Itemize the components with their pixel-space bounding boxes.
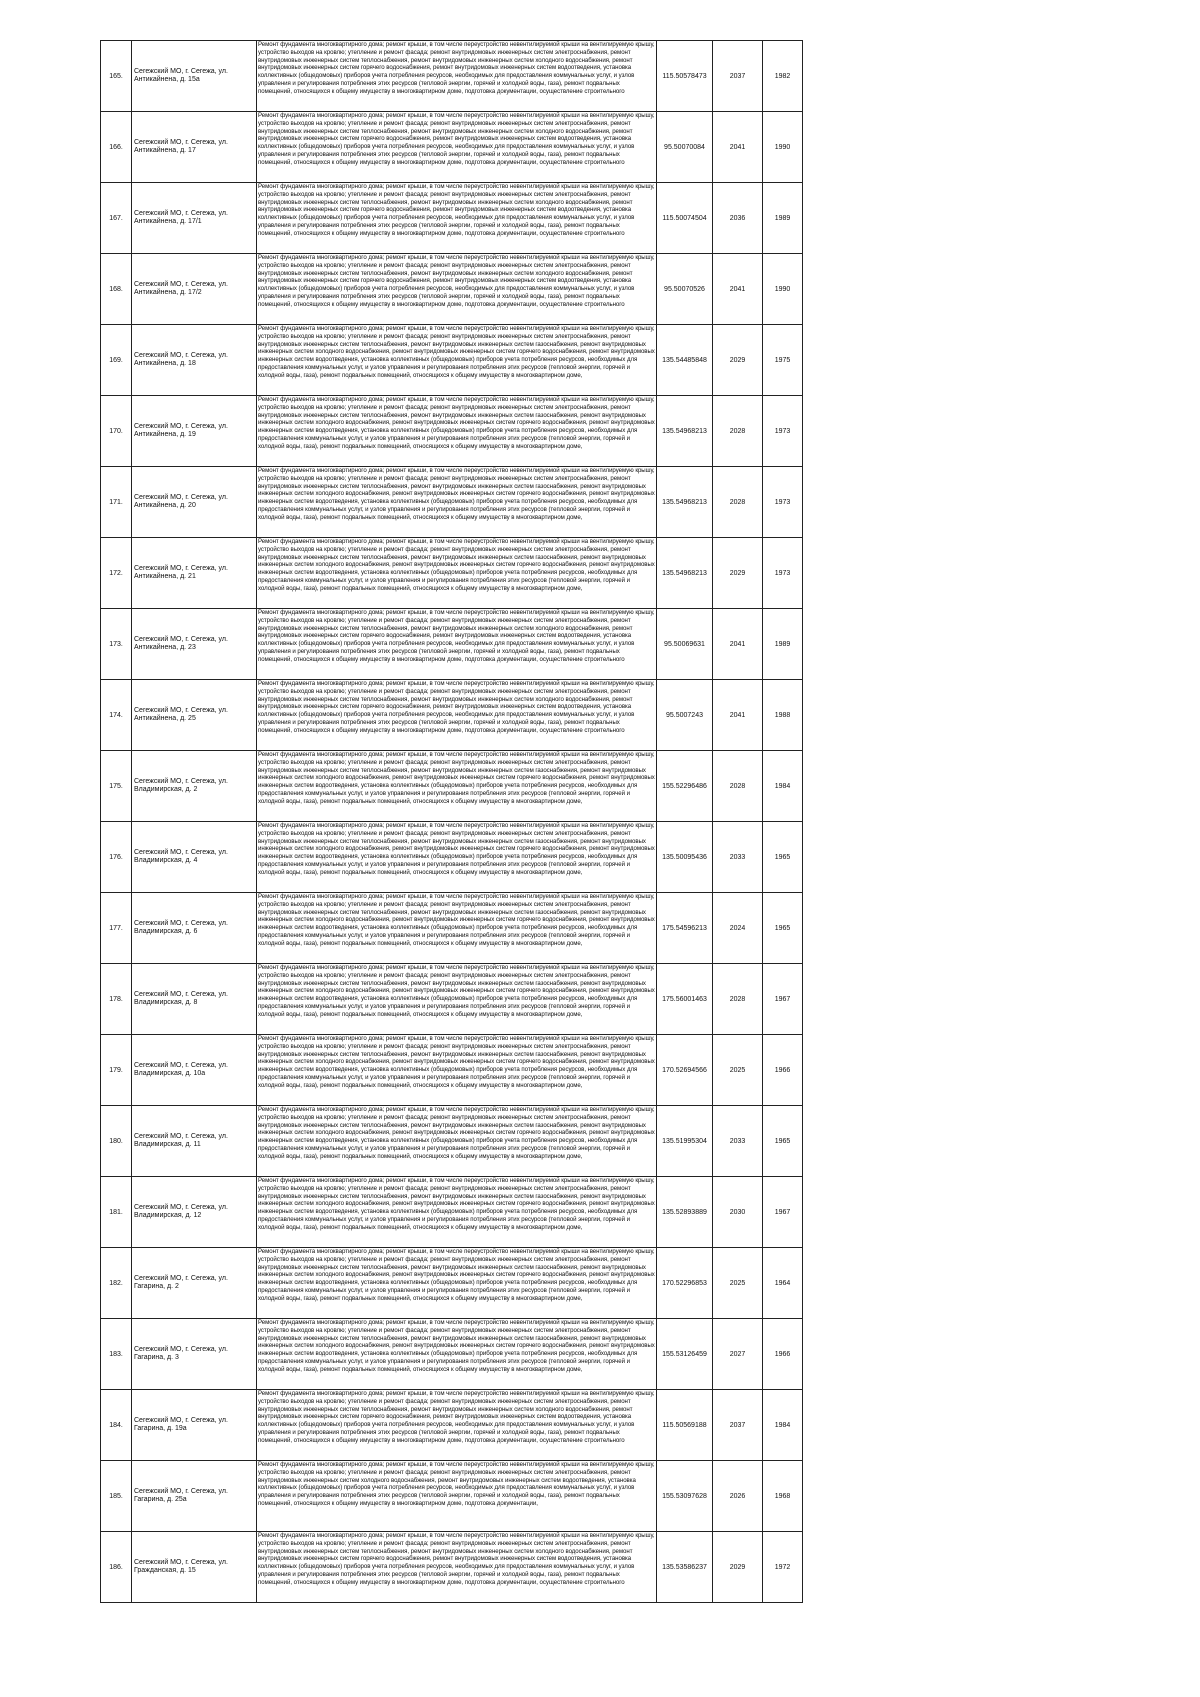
repair-year-cell: 2028 xyxy=(713,751,763,822)
cost-cell: 155.53126459 xyxy=(657,1319,713,1390)
build-year-cell: 1964 xyxy=(763,1248,803,1319)
cost-cell: 135.51995304 xyxy=(657,1106,713,1177)
work-list-cell xyxy=(257,893,657,964)
row-number-cell: 178. xyxy=(101,964,132,1035)
cost-cell: 95.50070084 xyxy=(657,112,713,183)
address-cell: Сегежский МО, г. Сегежа, ул. Антикайнена, д. 21 xyxy=(132,538,257,609)
work-list-cell xyxy=(257,609,657,680)
address-cell: Сегежский МО, г. Сегежа, ул. Владимирская, д. 6 xyxy=(132,893,257,964)
document-page xyxy=(100,40,802,1603)
build-year-cell: 1984 xyxy=(763,1390,803,1461)
build-year-cell: 1972 xyxy=(763,1532,803,1603)
row-number-cell: 166. xyxy=(101,112,132,183)
work-list-text: Ремонт фундамента многоквартирного дома; ремонт крыши, в том числе переустройство невентилируемой крыши на вентилируемую крышу, устройство выходов на кровлю; утепление и ремонт фасада; ремонт внутридомовых инженерных систем электроснабжения, ремонт внутридомовых инженерных систем теплоснабжения, ремонт внутридомовых инженерных систем газоснабжения, ремонт внутридомовых инженерных систем холодного водоснабжения, ремонт внутридомовых инженерных систем горячего водоснабжения, ремонт внутридомовых инженерных систем водоотведения, установка коллективных (общедомовых) приборов учета потребления ресурсов, необходимых для предоставления коммунальных услуг, и узлов управления и регулирования потребления этих ресурсов (тепловой энергии, горячей и холодной воды, газа), ремонт подвальных помещений, относящихся к общему имуществу в многоквартирном доме, xyxy=(258,1177,655,1231)
work-list-cell xyxy=(257,1248,657,1319)
cost-cell: 115.50578473 xyxy=(657,41,713,112)
row-number-cell: 185. xyxy=(101,1461,132,1532)
work-list-cell xyxy=(257,1319,657,1390)
table-row xyxy=(101,538,803,609)
work-list-text: Ремонт фундамента многоквартирного дома; ремонт крыши, в том числе переустройство невентилируемой крыши на вентилируемую крышу, устройство выходов на кровлю; утепление и ремонт фасада; ремонт внутридомовых инженерных систем электроснабжения, ремонт внутридомовых инженерных систем теплоснабжения, ремонт внутридомовых инженерных систем холодного водоснабжения, ремонт внутридомовых инженерных систем горячего водоснабжения, ремонт внутридомовых инженерных систем водоотведения, установка коллективных (общедомовых) приборов учета потребления ресурсов, необходимых для предоставления коммунальных услуг, и узлов управления и регулирования потребления этих ресурсов (тепловой энергии, горячей и холодной воды, газа), ремонт подвальных помещений, относящихся к общему имуществу в многоквартирном доме, подготовка документации, осуществление строительного xyxy=(258,183,655,237)
table-row xyxy=(101,1248,803,1319)
repair-year-cell: 2029 xyxy=(713,325,763,396)
work-list-text: Ремонт фундамента многоквартирного дома; ремонт крыши, в том числе переустройство невентилируемой крыши на вентилируемую крышу, устройство выходов на кровлю; утепление и ремонт фасада; ремонт внутридомовых инженерных систем электроснабжения, ремонт внутридомовых инженерных систем теплоснабжения, ремонт внутридомовых инженерных систем холодного водоснабжения, ремонт внутридомовых инженерных систем горячего водоснабжения, ремонт внутридомовых инженерных систем водоотведения, установка коллективных (общедомовых) приборов учета потребления ресурсов, необходимых для предоставления коммунальных услуг, и узлов управления и регулирования потребления этих ресурсов (тепловой энергии, горячей и холодной воды, газа), ремонт подвальных помещений, относящихся к общему имуществу в многоквартирном доме, подготовка документации, осуществление строительного xyxy=(258,1390,655,1444)
address-cell: Сегежский МО, г. Сегежа, ул. Владимирская, д. 2 xyxy=(132,751,257,822)
cost-cell: 135.50095436 xyxy=(657,822,713,893)
table-row xyxy=(101,1390,803,1461)
work-list-cell xyxy=(257,396,657,467)
work-list-cell xyxy=(257,1106,657,1177)
address-cell: Сегежский МО, г. Сегежа, ул. Владимирская, д. 12 xyxy=(132,1177,257,1248)
cost-cell: 115.50569188 xyxy=(657,1390,713,1461)
cost-cell: 170.52296853 xyxy=(657,1248,713,1319)
row-number-cell: 186. xyxy=(101,1532,132,1603)
address-cell: Сегежский МО, г. Сегежа, ул. Гагарина, д. 3 xyxy=(132,1319,257,1390)
row-number-cell: 171. xyxy=(101,467,132,538)
build-year-cell: 1968 xyxy=(763,1461,803,1532)
repair-year-cell: 2029 xyxy=(713,1532,763,1603)
build-year-cell: 1989 xyxy=(763,609,803,680)
cost-cell: 95.50070526 xyxy=(657,254,713,325)
repair-year-cell: 2033 xyxy=(713,1106,763,1177)
repair-year-cell: 2026 xyxy=(713,1461,763,1532)
repair-year-cell: 2036 xyxy=(713,183,763,254)
repair-year-cell: 2037 xyxy=(713,41,763,112)
work-list-cell xyxy=(257,1390,657,1461)
build-year-cell: 1973 xyxy=(763,467,803,538)
build-year-cell: 1967 xyxy=(763,1177,803,1248)
build-year-cell: 1966 xyxy=(763,1319,803,1390)
work-list-text: Ремонт фундамента многоквартирного дома; ремонт крыши, в том числе переустройство невентилируемой крыши на вентилируемую крышу, устройство выходов на кровлю; утепление и ремонт фасада; ремонт внутридомовых инженерных систем электроснабжения, ремонт внутридомовых инженерных систем теплоснабжения, ремонт внутридомовых инженерных систем холодного водоснабжения, ремонт внутридомовых инженерных систем горячего водоснабжения, ремонт внутридомовых инженерных систем водоотведения, установка коллективных (общедомовых) приборов учета потребления ресурсов, необходимых для предоставления коммунальных услуг, и узлов управления и регулирования потребления этих ресурсов (тепловой энергии, горячей и холодной воды, газа), ремонт подвальных помещений, относящихся к общему имуществу в многоквартирном доме, подготовка документации, осуществление строительного xyxy=(258,41,655,95)
work-list-text: Ремонт фундамента многоквартирного дома; ремонт крыши, в том числе переустройство невентилируемой крыши на вентилируемую крышу, устройство выходов на кровлю; утепление и ремонт фасада; ремонт внутридомовых инженерных систем электроснабжения, ремонт внутридомовых инженерных систем теплоснабжения, ремонт внутридомовых инженерных систем газоснабжения, ремонт внутридомовых инженерных систем холодного водоснабжения, ремонт внутридомовых инженерных систем горячего водоснабжения, ремонт внутридомовых инженерных систем водоотведения, установка коллективных (общедомовых) приборов учета потребления ресурсов, необходимых для предоставления коммунальных услуг, и узлов управления и регулирования потребления этих ресурсов (тепловой энергии, горячей и холодной воды, газа), ремонт подвальных помещений, относящихся к общему имуществу в многоквартирном доме, xyxy=(258,325,655,379)
table-row xyxy=(101,1177,803,1248)
repair-program-table xyxy=(100,40,803,1603)
work-list-text: Ремонт фундамента многоквартирного дома; ремонт крыши, в том числе переустройство невентилируемой крыши на вентилируемую крышу, устройство выходов на кровлю; утепление и ремонт фасада; ремонт внутридомовых инженерных систем электроснабжения, ремонт внутридомовых инженерных систем теплоснабжения, ремонт внутридомовых инженерных систем холодного водоснабжения, ремонт внутридомовых инженерных систем горячего водоснабжения, ремонт внутридомовых инженерных систем водоотведения, установка коллективных (общедомовых) приборов учета потребления ресурсов, необходимых для предоставления коммунальных услуг, и узлов управления и регулирования потребления этих ресурсов (тепловой энергии, горячей и холодной воды, газа), ремонт подвальных помещений, относящихся к общему имуществу в многоквартирном доме, подготовка документации, осуществление строительного xyxy=(258,1532,655,1586)
build-year-cell: 1973 xyxy=(763,396,803,467)
cost-cell: 135.52893889 xyxy=(657,1177,713,1248)
address-cell: Сегежский МО, г. Сегежа, ул. Антикайнена, д. 25 xyxy=(132,680,257,751)
build-year-cell: 1984 xyxy=(763,751,803,822)
row-number-cell: 165. xyxy=(101,41,132,112)
cost-cell: 155.53097628 xyxy=(657,1461,713,1532)
work-list-text: Ремонт фундамента многоквартирного дома; ремонт крыши, в том числе переустройство невентилируемой крыши на вентилируемую крышу, устройство выходов на кровлю; утепление и ремонт фасада; ремонт внутридомовых инженерных систем электроснабжения, ремонт внутридомовых инженерных систем теплоснабжения, ремонт внутридомовых инженерных систем газоснабжения, ремонт внутридомовых инженерных систем холодного водоснабжения, ремонт внутридомовых инженерных систем горячего водоснабжения, ремонт внутридомовых инженерных систем водоотведения, установка коллективных (общедомовых) приборов учета потребления ресурсов, необходимых для предоставления коммунальных услуг, и узлов управления и регулирования потребления этих ресурсов (тепловой энергии, горячей и холодной воды, газа), ремонт подвальных помещений, относящихся к общему имуществу в многоквартирном доме, xyxy=(258,1106,655,1160)
cost-cell: 135.53586237 xyxy=(657,1532,713,1603)
row-number-cell: 180. xyxy=(101,1106,132,1177)
row-number-cell: 168. xyxy=(101,254,132,325)
work-list-text: Ремонт фундамента многоквартирного дома; ремонт крыши, в том числе переустройство невентилируемой крыши на вентилируемую крышу, устройство выходов на кровлю; утепление и ремонт фасада; ремонт внутридомовых инженерных систем электроснабжения, ремонт внутридомовых инженерных систем теплоснабжения, ремонт внутридомовых инженерных систем холодного водоснабжения, ремонт внутридомовых инженерных систем горячего водоснабжения, ремонт внутридомовых инженерных систем водоотведения, установка коллективных (общедомовых) приборов учета потребления ресурсов, необходимых для предоставления коммунальных услуг, и узлов управления и регулирования потребления этих ресурсов (тепловой энергии, горячей и холодной воды, газа), ремонт подвальных помещений, относящихся к общему имуществу в многоквартирном доме, подготовка документации, осуществление строительного xyxy=(258,112,655,166)
row-number-cell: 176. xyxy=(101,822,132,893)
address-cell: Сегежский МО, г. Сегежа, ул. Владимирская, д. 8 xyxy=(132,964,257,1035)
table-row xyxy=(101,964,803,1035)
repair-year-cell: 2029 xyxy=(713,538,763,609)
repair-year-cell: 2041 xyxy=(713,609,763,680)
row-number-cell: 170. xyxy=(101,396,132,467)
row-number-cell: 167. xyxy=(101,183,132,254)
address-cell: Сегежский МО, г. Сегежа, ул. Антикайнена, д. 15а xyxy=(132,41,257,112)
table-row xyxy=(101,680,803,751)
address-cell: Сегежский МО, г. Сегежа, ул. Владимирская, д. 10а xyxy=(132,1035,257,1106)
row-number-cell: 173. xyxy=(101,609,132,680)
build-year-cell: 1966 xyxy=(763,1035,803,1106)
table-row xyxy=(101,1035,803,1106)
cost-cell: 135.54968213 xyxy=(657,396,713,467)
repair-year-cell: 2030 xyxy=(713,1177,763,1248)
table-row xyxy=(101,1319,803,1390)
table-row xyxy=(101,254,803,325)
work-list-text: Ремонт фундамента многоквартирного дома; ремонт крыши, в том числе переустройство невентилируемой крыши на вентилируемую крышу, устройство выходов на кровлю; утепление и ремонт фасада; ремонт внутридомовых инженерных систем электроснабжения, ремонт внутридомовых инженерных систем теплоснабжения, ремонт внутридомовых инженерных систем холодного водоснабжения, ремонт внутридомовых инженерных систем горячего водоснабжения, ремонт внутридомовых инженерных систем водоотведения, установка коллективных (общедомовых) приборов учета потребления ресурсов, необходимых для предоставления коммунальных услуг, и узлов управления и регулирования потребления этих ресурсов (тепловой энергии, горячей и холодной воды, газа), ремонт подвальных помещений, относящихся к общему имуществу в многоквартирном доме, подготовка документации, осуществление строительного xyxy=(258,680,655,734)
repair-year-cell: 2025 xyxy=(713,1248,763,1319)
address-cell: Сегежский МО, г. Сегежа, ул. Гагарина, д. 19а xyxy=(132,1390,257,1461)
address-cell: Сегежский МО, г. Сегежа, ул. Антикайнена, д. 17/2 xyxy=(132,254,257,325)
row-number-cell: 179. xyxy=(101,1035,132,1106)
repair-year-cell: 2041 xyxy=(713,680,763,751)
build-year-cell: 1988 xyxy=(763,680,803,751)
repair-year-cell: 2028 xyxy=(713,396,763,467)
address-cell: Сегежский МО, г. Сегежа, ул. Антикайнена, д. 20 xyxy=(132,467,257,538)
cost-cell: 135.54968213 xyxy=(657,538,713,609)
table-row xyxy=(101,325,803,396)
cost-cell: 175.54596213 xyxy=(657,893,713,964)
work-list-cell xyxy=(257,751,657,822)
work-list-text: Ремонт фундамента многоквартирного дома; ремонт крыши, в том числе переустройство невентилируемой крыши на вентилируемую крышу, устройство выходов на кровлю; утепление и ремонт фасада; ремонт внутридомовых инженерных систем электроснабжения, ремонт внутридомовых инженерных систем теплоснабжения, ремонт внутридомовых инженерных систем газоснабжения, ремонт внутридомовых инженерных систем холодного водоснабжения, ремонт внутридомовых инженерных систем горячего водоснабжения, ремонт внутридомовых инженерных систем водоотведения, установка коллективных (общедомовых) приборов учета потребления ресурсов, необходимых для предоставления коммунальных услуг, и узлов управления и регулирования потребления этих ресурсов (тепловой энергии, горячей и холодной воды, газа), ремонт подвальных помещений, относящихся к общему имуществу в многоквартирном доме, xyxy=(258,964,655,1018)
work-list-cell xyxy=(257,964,657,1035)
table-row xyxy=(101,396,803,467)
address-cell: Сегежский МО, г. Сегежа, ул. Гражданская, д. 15 xyxy=(132,1532,257,1603)
address-cell: Сегежский МО, г. Сегежа, ул. Гагарина, д. 25а xyxy=(132,1461,257,1532)
work-list-text: Ремонт фундамента многоквартирного дома; ремонт крыши, в том числе переустройство невентилируемой крыши на вентилируемую крышу, устройство выходов на кровлю; утепление и ремонт фасада; ремонт внутридомовых инженерных систем электроснабжения, ремонт внутридомовых инженерных систем теплоснабжения, ремонт внутридомовых инженерных систем холодного водоснабжения, ремонт внутридомовых инженерных систем горячего водоснабжения, ремонт внутридомовых инженерных систем водоотведения, установка коллективных (общедомовых) приборов учета потребления ресурсов, необходимых для предоставления коммунальных услуг, и узлов управления и регулирования потребления этих ресурсов (тепловой энергии, горячей и холодной воды, газа), ремонт подвальных помещений, относящихся к общему имуществу в многоквартирном доме, подготовка документации, осуществление строительного xyxy=(258,609,655,663)
work-list-text: Ремонт фундамента многоквартирного дома; ремонт крыши, в том числе переустройство невентилируемой крыши на вентилируемую крышу, устройство выходов на кровлю; утепление и ремонт фасада; ремонт внутридомовых инженерных систем электроснабжения, ремонт внутридомовых инженерных систем теплоснабжения, ремонт внутридомовых инженерных систем газоснабжения, ремонт внутридомовых инженерных систем холодного водоснабжения, ремонт внутридомовых инженерных систем горячего водоснабжения, ремонт внутридомовых инженерных систем водоотведения, установка коллективных (общедомовых) приборов учета потребления ресурсов, необходимых для предоставления коммунальных услуг, и узлов управления и регулирования потребления этих ресурсов (тепловой энергии, горячей и холодной воды, газа), ремонт подвальных помещений, относящихся к общему имуществу в многоквартирном доме, xyxy=(258,538,655,592)
table-row xyxy=(101,1106,803,1177)
row-number-cell: 169. xyxy=(101,325,132,396)
repair-year-cell: 2041 xyxy=(713,112,763,183)
build-year-cell: 1990 xyxy=(763,254,803,325)
repair-year-cell: 2027 xyxy=(713,1319,763,1390)
address-cell: Сегежский МО, г. Сегежа, ул. Антикайнена, д. 17 xyxy=(132,112,257,183)
work-list-cell xyxy=(257,254,657,325)
cost-cell: 115.50074504 xyxy=(657,183,713,254)
repair-year-cell: 2033 xyxy=(713,822,763,893)
address-cell: Сегежский МО, г. Сегежа, ул. Антикайнена, д. 17/1 xyxy=(132,183,257,254)
address-cell: Сегежский МО, г. Сегежа, ул. Владимирская, д. 4 xyxy=(132,822,257,893)
work-list-text: Ремонт фундамента многоквартирного дома; ремонт крыши, в том числе переустройство невентилируемой крыши на вентилируемую крышу, устройство выходов на кровлю; утепление и ремонт фасада; ремонт внутридомовых инженерных систем электроснабжения, ремонт внутридомовых инженерных систем теплоснабжения, ремонт внутридомовых инженерных систем газоснабжения, ремонт внутридомовых инженерных систем холодного водоснабжения, ремонт внутридомовых инженерных систем горячего водоснабжения, ремонт внутридомовых инженерных систем водоотведения, установка коллективных (общедомовых) приборов учета потребления ресурсов, необходимых для предоставления коммунальных услуг, и узлов управления и регулирования потребления этих ресурсов (тепловой энергии, горячей и холодной воды, газа), ремонт подвальных помещений, относящихся к общему имуществу в многоквартирном доме, xyxy=(258,893,655,947)
build-year-cell: 1982 xyxy=(763,41,803,112)
work-list-cell xyxy=(257,1532,657,1603)
work-list-text: Ремонт фундамента многоквартирного дома; ремонт крыши, в том числе переустройство невентилируемой крыши на вентилируемую крышу, устройство выходов на кровлю; утепление и ремонт фасада; ремонт внутридомовых инженерных систем электроснабжения, ремонт внутридомовых инженерных систем теплоснабжения, ремонт внутридомовых инженерных систем газоснабжения, ремонт внутридомовых инженерных систем холодного водоснабжения, ремонт внутридомовых инженерных систем горячего водоснабжения, ремонт внутридомовых инженерных систем водоотведения, установка коллективных (общедомовых) приборов учета потребления ресурсов, необходимых для предоставления коммунальных услуг, и узлов управления и регулирования потребления этих ресурсов (тепловой энергии, горячей и холодной воды, газа), ремонт подвальных помещений, относящихся к общему имуществу в многоквартирном доме, xyxy=(258,1035,655,1089)
table-row xyxy=(101,41,803,112)
table-row xyxy=(101,609,803,680)
build-year-cell: 1975 xyxy=(763,325,803,396)
row-number-cell: 184. xyxy=(101,1390,132,1461)
repair-year-cell: 2037 xyxy=(713,1390,763,1461)
cost-cell: 175.56001463 xyxy=(657,964,713,1035)
address-cell: Сегежский МО, г. Сегежа, ул. Владимирская, д. 11 xyxy=(132,1106,257,1177)
cost-cell: 170.52694566 xyxy=(657,1035,713,1106)
work-list-cell xyxy=(257,822,657,893)
repair-year-cell: 2024 xyxy=(713,893,763,964)
build-year-cell: 1965 xyxy=(763,822,803,893)
work-list-text: Ремонт фундамента многоквартирного дома; ремонт крыши, в том числе переустройство невентилируемой крыши на вентилируемую крышу, устройство выходов на кровлю; утепление и ремонт фасада; ремонт внутридомовых инженерных систем электроснабжения, ремонт внутридомовых инженерных систем теплоснабжения, ремонт внутридомовых инженерных систем газоснабжения, ремонт внутридомовых инженерных систем холодного водоснабжения, ремонт внутридомовых инженерных систем горячего водоснабжения, ремонт внутридомовых инженерных систем водоотведения, установка коллективных (общедомовых) приборов учета потребления ресурсов, необходимых для предоставления коммунальных услуг, и узлов управления и регулирования потребления этих ресурсов (тепловой энергии, горячей и холодной воды, газа), ремонт подвальных помещений, относящихся к общему имуществу в многоквартирном доме, xyxy=(258,1248,655,1302)
work-list-cell xyxy=(257,1461,657,1532)
repair-year-cell: 2041 xyxy=(713,254,763,325)
repair-year-cell: 2025 xyxy=(713,1035,763,1106)
build-year-cell: 1965 xyxy=(763,1106,803,1177)
repair-year-cell: 2028 xyxy=(713,964,763,1035)
repair-year-cell: 2028 xyxy=(713,467,763,538)
work-list-cell xyxy=(257,680,657,751)
row-number-cell: 174. xyxy=(101,680,132,751)
build-year-cell: 1989 xyxy=(763,183,803,254)
table-row xyxy=(101,893,803,964)
work-list-cell xyxy=(257,538,657,609)
work-list-cell xyxy=(257,41,657,112)
work-list-cell xyxy=(257,1177,657,1248)
cost-cell: 135.54485848 xyxy=(657,325,713,396)
work-list-text: Ремонт фундамента многоквартирного дома; ремонт крыши, в том числе переустройство невентилируемой крыши на вентилируемую крышу, устройство выходов на кровлю; утепление и ремонт фасада; ремонт внутридомовых инженерных систем электроснабжения, ремонт внутридомовых инженерных систем теплоснабжения, ремонт внутридомовых инженерных систем газоснабжения, ремонт внутридомовых инженерных систем холодного водоснабжения, ремонт внутридомовых инженерных систем горячего водоснабжения, ремонт внутридомовых инженерных систем водоотведения, установка коллективных (общедомовых) приборов учета потребления ресурсов, необходимых для предоставления коммунальных услуг, и узлов управления и регулирования потребления этих ресурсов (тепловой энергии, горячей и холодной воды, газа), ремонт подвальных помещений, относящихся к общему имуществу в многоквартирном доме, xyxy=(258,396,655,450)
cost-cell: 135.54968213 xyxy=(657,467,713,538)
build-year-cell: 1973 xyxy=(763,538,803,609)
row-number-cell: 177. xyxy=(101,893,132,964)
work-list-text: Ремонт фундамента многоквартирного дома; ремонт крыши, в том числе переустройство невентилируемой крыши на вентилируемую крышу, устройство выходов на кровлю; утепление и ремонт фасада; ремонт внутридомовых инженерных систем электроснабжения, ремонт внутридомовых инженерных систем теплоснабжения, ремонт внутридомовых инженерных систем газоснабжения, ремонт внутридомовых инженерных систем холодного водоснабжения, ремонт внутридомовых инженерных систем горячего водоснабжения, ремонт внутридомовых инженерных систем водоотведения, установка коллективных (общедомовых) приборов учета потребления ресурсов, необходимых для предоставления коммунальных услуг, и узлов управления и регулирования потребления этих ресурсов (тепловой энергии, горячей и холодной воды, газа), ремонт подвальных помещений, относящихся к общему имуществу в многоквартирном доме, xyxy=(258,1319,655,1373)
table-row xyxy=(101,1461,803,1532)
table-row xyxy=(101,822,803,893)
address-cell: Сегежский МО, г. Сегежа, ул. Антикайнена, д. 23 xyxy=(132,609,257,680)
work-list-text: Ремонт фундамента многоквартирного дома; ремонт крыши, в том числе переустройство невентилируемой крыши на вентилируемую крышу, устройство выходов на кровлю; утепление и ремонт фасада; ремонт внутридомовых инженерных систем электроснабжения, ремонт внутридомовых инженерных систем теплоснабжения, ремонт внутридомовых инженерных систем холодного водоснабжения, ремонт внутридомовых инженерных систем горячего водоснабжения, ремонт внутридомовых инженерных систем водоотведения, установка коллективных (общедомовых) приборов учета потребления ресурсов, необходимых для предоставления коммунальных услуг, и узлов управления и регулирования потребления этих ресурсов (тепловой энергии, горячей и холодной воды, газа), ремонт подвальных помещений, относящихся к общему имуществу в многоквартирном доме, подготовка документации, осуществление строительного xyxy=(258,254,655,308)
row-number-cell: 181. xyxy=(101,1177,132,1248)
table-row xyxy=(101,183,803,254)
cost-cell: 95.5007243 xyxy=(657,680,713,751)
row-number-cell: 175. xyxy=(101,751,132,822)
row-number-cell: 183. xyxy=(101,1319,132,1390)
work-list-text: Ремонт фундамента многоквартирного дома; ремонт крыши, в том числе переустройство невентилируемой крыши на вентилируемую крышу, устройство выходов на кровлю; утепление и ремонт фасада; ремонт внутридомовых инженерных систем электроснабжения, ремонт внутридомовых инженерных систем теплоснабжения, ремонт внутридомовых инженерных систем газоснабжения, ремонт внутридомовых инженерных систем холодного водоснабжения, ремонт внутридомовых инженерных систем горячего водоснабжения, ремонт внутридомовых инженерных систем водоотведения, установка коллективных (общедомовых) приборов учета потребления ресурсов, необходимых для предоставления коммунальных услуг, и узлов управления и регулирования потребления этих ресурсов (тепловой энергии, горячей и холодной воды, газа), ремонт подвальных помещений, относящихся к общему имуществу в многоквартирном доме, xyxy=(258,751,655,805)
table-row xyxy=(101,751,803,822)
work-list-text: Ремонт фундамента многоквартирного дома; ремонт крыши, в том числе переустройство невентилируемой крыши на вентилируемую крышу, устройство выходов на кровлю; утепление и ремонт фасада; ремонт внутридомовых инженерных систем электроснабжения, ремонт внутридомовых инженерных систем холодного водоснабжения, ремонт внутридомовых инженерных систем водоотведения, установка коллективных (общедомовых) приборов учета потребления ресурсов, необходимых для предоставления коммунальных услуг, и узлов управления и регулирования потребления этих ресурсов (тепловой энергии, горячей и холодной воды, газа), ремонт подвальных помещений, относящихся к общему имуществу в многоквартирном доме, подготовка документации, xyxy=(258,1461,655,1507)
table-row xyxy=(101,112,803,183)
row-number-cell: 182. xyxy=(101,1248,132,1319)
table-row xyxy=(101,1532,803,1603)
build-year-cell: 1990 xyxy=(763,112,803,183)
row-number-cell: 172. xyxy=(101,538,132,609)
work-list-text: Ремонт фундамента многоквартирного дома; ремонт крыши, в том числе переустройство невентилируемой крыши на вентилируемую крышу, устройство выходов на кровлю; утепление и ремонт фасада; ремонт внутридомовых инженерных систем электроснабжения, ремонт внутридомовых инженерных систем теплоснабжения, ремонт внутридомовых инженерных систем газоснабжения, ремонт внутридомовых инженерных систем холодного водоснабжения, ремонт внутридомовых инженерных систем горячего водоснабжения, ремонт внутридомовых инженерных систем водоотведения, установка коллективных (общедомовых) приборов учета потребления ресурсов, необходимых для предоставления коммунальных услуг, и узлов управления и регулирования потребления этих ресурсов (тепловой энергии, горячей и холодной воды, газа), ремонт подвальных помещений, относящихся к общему имуществу в многоквартирном доме, xyxy=(258,822,655,876)
build-year-cell: 1965 xyxy=(763,893,803,964)
table-row xyxy=(101,467,803,538)
address-cell: Сегежский МО, г. Сегежа, ул. Гагарина, д. 2 xyxy=(132,1248,257,1319)
work-list-cell xyxy=(257,467,657,538)
address-cell: Сегежский МО, г. Сегежа, ул. Антикайнена, д. 19 xyxy=(132,396,257,467)
work-list-cell xyxy=(257,1035,657,1106)
work-list-cell xyxy=(257,112,657,183)
address-cell: Сегежский МО, г. Сегежа, ул. Антикайнена, д. 18 xyxy=(132,325,257,396)
work-list-cell xyxy=(257,183,657,254)
cost-cell: 155.52296486 xyxy=(657,751,713,822)
work-list-text: Ремонт фундамента многоквартирного дома; ремонт крыши, в том числе переустройство невентилируемой крыши на вентилируемую крышу, устройство выходов на кровлю; утепление и ремонт фасада; ремонт внутридомовых инженерных систем электроснабжения, ремонт внутридомовых инженерных систем теплоснабжения, ремонт внутридомовых инженерных систем газоснабжения, ремонт внутридомовых инженерных систем холодного водоснабжения, ремонт внутридомовых инженерных систем горячего водоснабжения, ремонт внутридомовых инженерных систем водоотведения, установка коллективных (общедомовых) приборов учета потребления ресурсов, необходимых для предоставления коммунальных услуг, и узлов управления и регулирования потребления этих ресурсов (тепловой энергии, горячей и холодной воды, газа), ремонт подвальных помещений, относящихся к общему имуществу в многоквартирном доме, xyxy=(258,467,655,521)
work-list-cell xyxy=(257,325,657,396)
table-body xyxy=(101,41,803,1603)
build-year-cell: 1967 xyxy=(763,964,803,1035)
cost-cell: 95.50069631 xyxy=(657,609,713,680)
